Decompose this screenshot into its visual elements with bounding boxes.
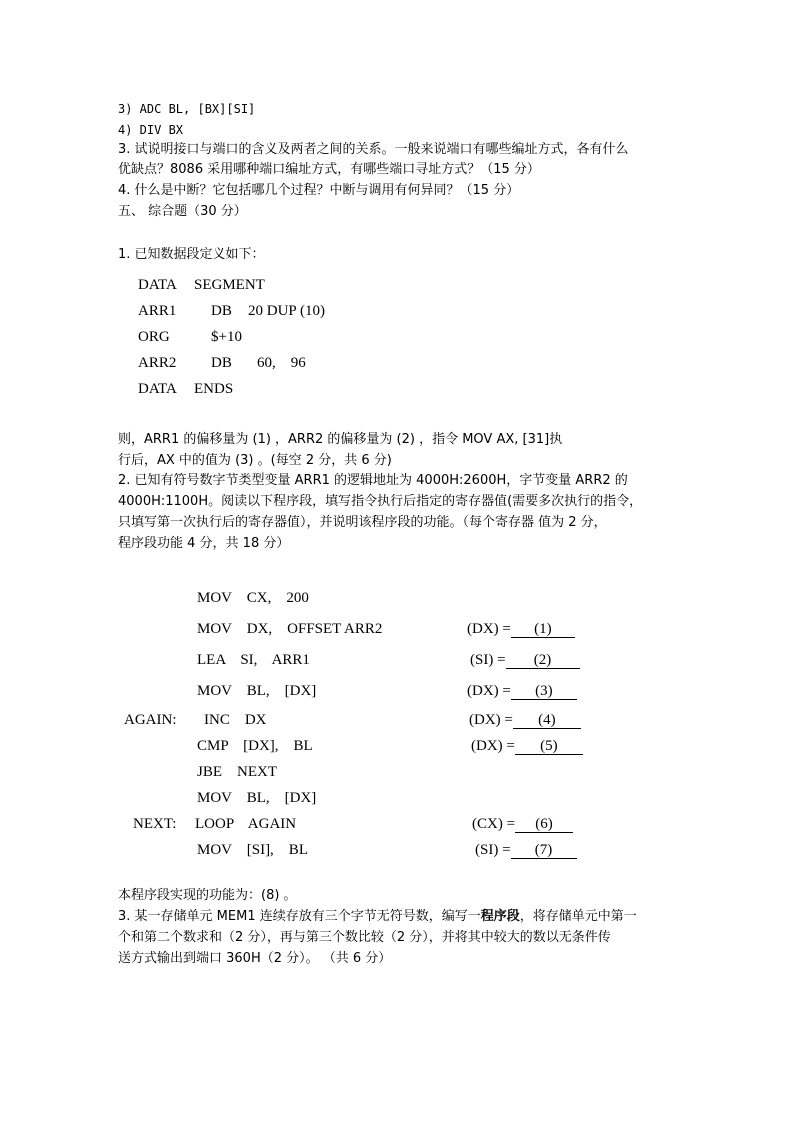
answer-blank[interactable]: (7) bbox=[511, 843, 577, 859]
q2-text-2: 4000H:1100H。阅读以下程序段，填写指令执行后指定的寄存器值(需要多次执行的指令， bbox=[118, 494, 643, 509]
answer-dx-4: (DX) = (4) bbox=[469, 712, 581, 729]
question-4-line: 4. 什么是中断？它包括哪几个过程？中断与调用有何异同？（15 分） bbox=[118, 183, 520, 198]
answer-blank[interactable]: (6) bbox=[515, 817, 573, 833]
instruction: LEA SI, ARR1 bbox=[197, 652, 310, 668]
instruction: MOV BL, [DX] bbox=[197, 683, 317, 699]
answer-blank[interactable]: (5) bbox=[515, 739, 583, 755]
instruction: MOV BL, [DX] bbox=[197, 790, 317, 806]
function-line: 本程序段实现的功能为：(8) 。 bbox=[118, 888, 297, 903]
answer-dx-5: (DX) = (5) bbox=[471, 738, 583, 755]
instruction: CMP [DX], BL bbox=[197, 738, 313, 754]
answer-blank[interactable]: (1) bbox=[511, 622, 575, 638]
instruction: MOV [SI], BL bbox=[197, 842, 308, 858]
q1-text-2: 行后，AX 中的值为 (3) 。(每空 2 分，共 6 分) bbox=[118, 453, 392, 468]
answer-dx-1: (DX) = (1) bbox=[467, 621, 575, 638]
question-3-line-2: 优缺点？8086 采用哪种端口编址方式，有哪些端口寻址方式？（15 分） bbox=[118, 162, 540, 177]
q3-line-1: 3. 某一存储单元 MEM1 连续存放有三个字节无符号数，编写一程序段，将存储单元中第一 bbox=[118, 909, 637, 924]
instruction: MOV DX, OFFSET ARR2 bbox=[197, 621, 383, 637]
instruction: INC DX bbox=[204, 712, 267, 728]
instruction: MOV CX, 200 bbox=[197, 590, 309, 606]
q3-line-3: 送方式输出到端口 360H（2 分）。 （共 6 分） bbox=[118, 951, 392, 966]
instruction: LOOP AGAIN bbox=[195, 816, 297, 832]
q3-line-2: 个和第二个数求和（2 分），再与第三个数比较（2 分），并将其中较大的数以无条件传 bbox=[118, 930, 611, 945]
q2-text-3: 只填写第一次执行后的寄存器值），并说明该程序段的功能。（每个寄存器 值为 2 分， bbox=[118, 515, 607, 530]
question-3-line-1: 3. 试说明接口与端口的含义及两者之间的关系。一般来说端口有哪些编址方式，各有什么 bbox=[118, 142, 629, 157]
q2-text-1: 2. 已知有符号数字节类型变量 ARR1 的逻辑地址为 4000H:2600H，字节变量 ARR2 的 bbox=[118, 473, 628, 488]
answer-blank[interactable]: (3) bbox=[511, 684, 577, 700]
answer-si-7: (SI) = (7) bbox=[475, 842, 577, 859]
q1-text-1: 则，ARR1 的偏移量为 (1) ，ARR2 的偏移量为 (2) ，指令 MOV AX, [31]执 bbox=[118, 432, 563, 447]
q1-intro: 1. 已知数据段定义如下： bbox=[118, 247, 265, 262]
answer-dx-3: (DX) = (3) bbox=[467, 683, 577, 700]
text-line: 4) DIV BX bbox=[118, 123, 184, 137]
answer-blank[interactable]: (4) bbox=[513, 713, 581, 729]
q2-text-4: 程序段功能 4 分，共 18 分） bbox=[118, 536, 290, 551]
emphasis-text: 程序段 bbox=[480, 909, 520, 924]
answer-blank[interactable]: (2) bbox=[506, 653, 580, 669]
label-again: AGAIN: bbox=[124, 712, 177, 728]
section-heading: 五、 综合题（30 分） bbox=[118, 204, 247, 219]
answer-cx-6: (CX) = (6) bbox=[472, 816, 573, 833]
instruction: JBE NEXT bbox=[197, 764, 277, 780]
text-line: 3) ADC BL, [BX][SI] bbox=[118, 102, 256, 116]
label-next: NEXT: bbox=[133, 816, 177, 832]
answer-si-2: (SI) = (2) bbox=[470, 652, 580, 669]
